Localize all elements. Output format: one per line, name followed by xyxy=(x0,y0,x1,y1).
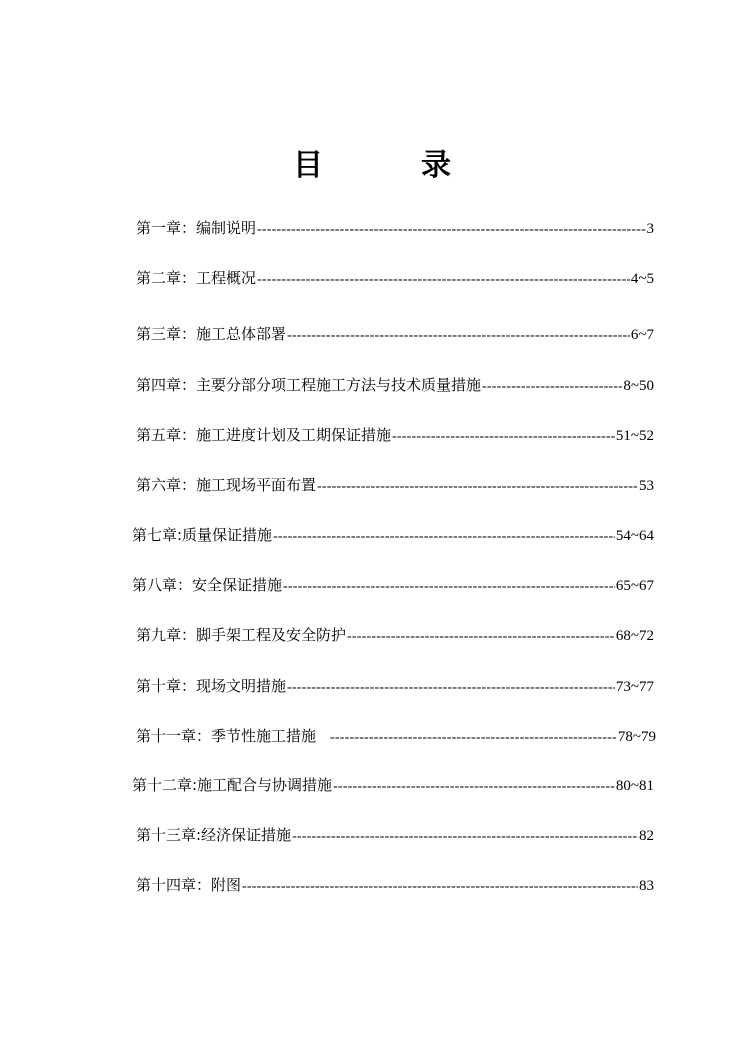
toc-page: 8~50 xyxy=(623,378,654,394)
page-title: 目 录 xyxy=(293,148,485,183)
toc-page: 6~7 xyxy=(630,327,654,343)
toc-page: 65~67 xyxy=(615,578,654,594)
toc-leader xyxy=(392,429,615,445)
toc-entry-6 xyxy=(136,474,654,496)
toc-leader xyxy=(257,272,630,288)
toc-entry-11 xyxy=(136,725,656,747)
toc-entry-2 xyxy=(136,267,654,289)
toc-chapter: 第九章：脚手架工程及安全防护 xyxy=(136,626,347,644)
toc-entry-12 xyxy=(132,774,654,796)
toc-page: 3 xyxy=(646,221,654,237)
toc-page: 54~64 xyxy=(615,528,654,544)
toc-page: 51~52 xyxy=(615,428,654,444)
toc-leader xyxy=(333,779,615,795)
toc-chapter: 第十章：现场文明措施 xyxy=(136,677,287,695)
toc-chapter: 第十三章:经济保证措施 xyxy=(136,826,292,844)
toc-leader xyxy=(347,629,615,645)
toc-leader xyxy=(287,328,630,344)
toc-entry-13 xyxy=(136,824,654,846)
toc-page: 82 xyxy=(639,828,654,844)
toc-entry-3 xyxy=(136,323,654,345)
toc-page: 78~79 xyxy=(617,729,656,745)
toc-chapter: 第四章：主要分部分项工程施工方法与技术质量措施 xyxy=(136,376,482,394)
toc-page: 73~77 xyxy=(615,679,654,695)
toc-entry-7 xyxy=(132,524,654,546)
toc-chapter: 第十四章：附图 xyxy=(136,876,242,894)
toc-chapter: 第八章：安全保证措施 xyxy=(132,576,283,594)
toc-chapter: 第二章：工程概况 xyxy=(136,269,257,287)
toc-entry-1 xyxy=(136,217,654,239)
toc-page: 53 xyxy=(639,478,654,494)
toc-entry-8 xyxy=(132,574,654,596)
toc-page: 83 xyxy=(639,878,654,894)
toc-leader xyxy=(292,829,638,845)
toc-chapter: 第六章：施工现场平面布置 xyxy=(136,476,317,494)
toc-leader xyxy=(482,379,622,395)
toc-chapter: 第五章：施工进度计划及工期保证措施 xyxy=(136,426,392,444)
toc-leader xyxy=(287,680,615,696)
toc-leader xyxy=(330,730,617,746)
toc-page: 80~81 xyxy=(615,778,654,794)
toc-leader xyxy=(273,529,615,545)
toc-leader xyxy=(317,479,638,495)
toc-page: 68~72 xyxy=(615,628,654,644)
toc-entry-5 xyxy=(136,424,654,446)
toc-entry-4 xyxy=(136,374,654,396)
toc-page: 4~5 xyxy=(630,271,654,287)
toc-chapter: 第一章：编制说明 xyxy=(136,219,257,237)
toc-leader xyxy=(257,222,645,238)
toc-chapter: 第十一章：季节性施工措施 xyxy=(136,727,317,745)
toc-entry-9 xyxy=(136,624,654,646)
toc-leader xyxy=(283,579,615,595)
toc-entry-10 xyxy=(136,675,654,697)
toc-entry-14 xyxy=(136,874,654,896)
toc-chapter: 第三章：施工总体部署 xyxy=(136,325,287,343)
toc-chapter: 第七章:质量保证措施 xyxy=(132,526,273,544)
toc-chapter: 第十二章:施工配合与协调措施 xyxy=(132,776,333,794)
toc-leader xyxy=(242,879,638,895)
